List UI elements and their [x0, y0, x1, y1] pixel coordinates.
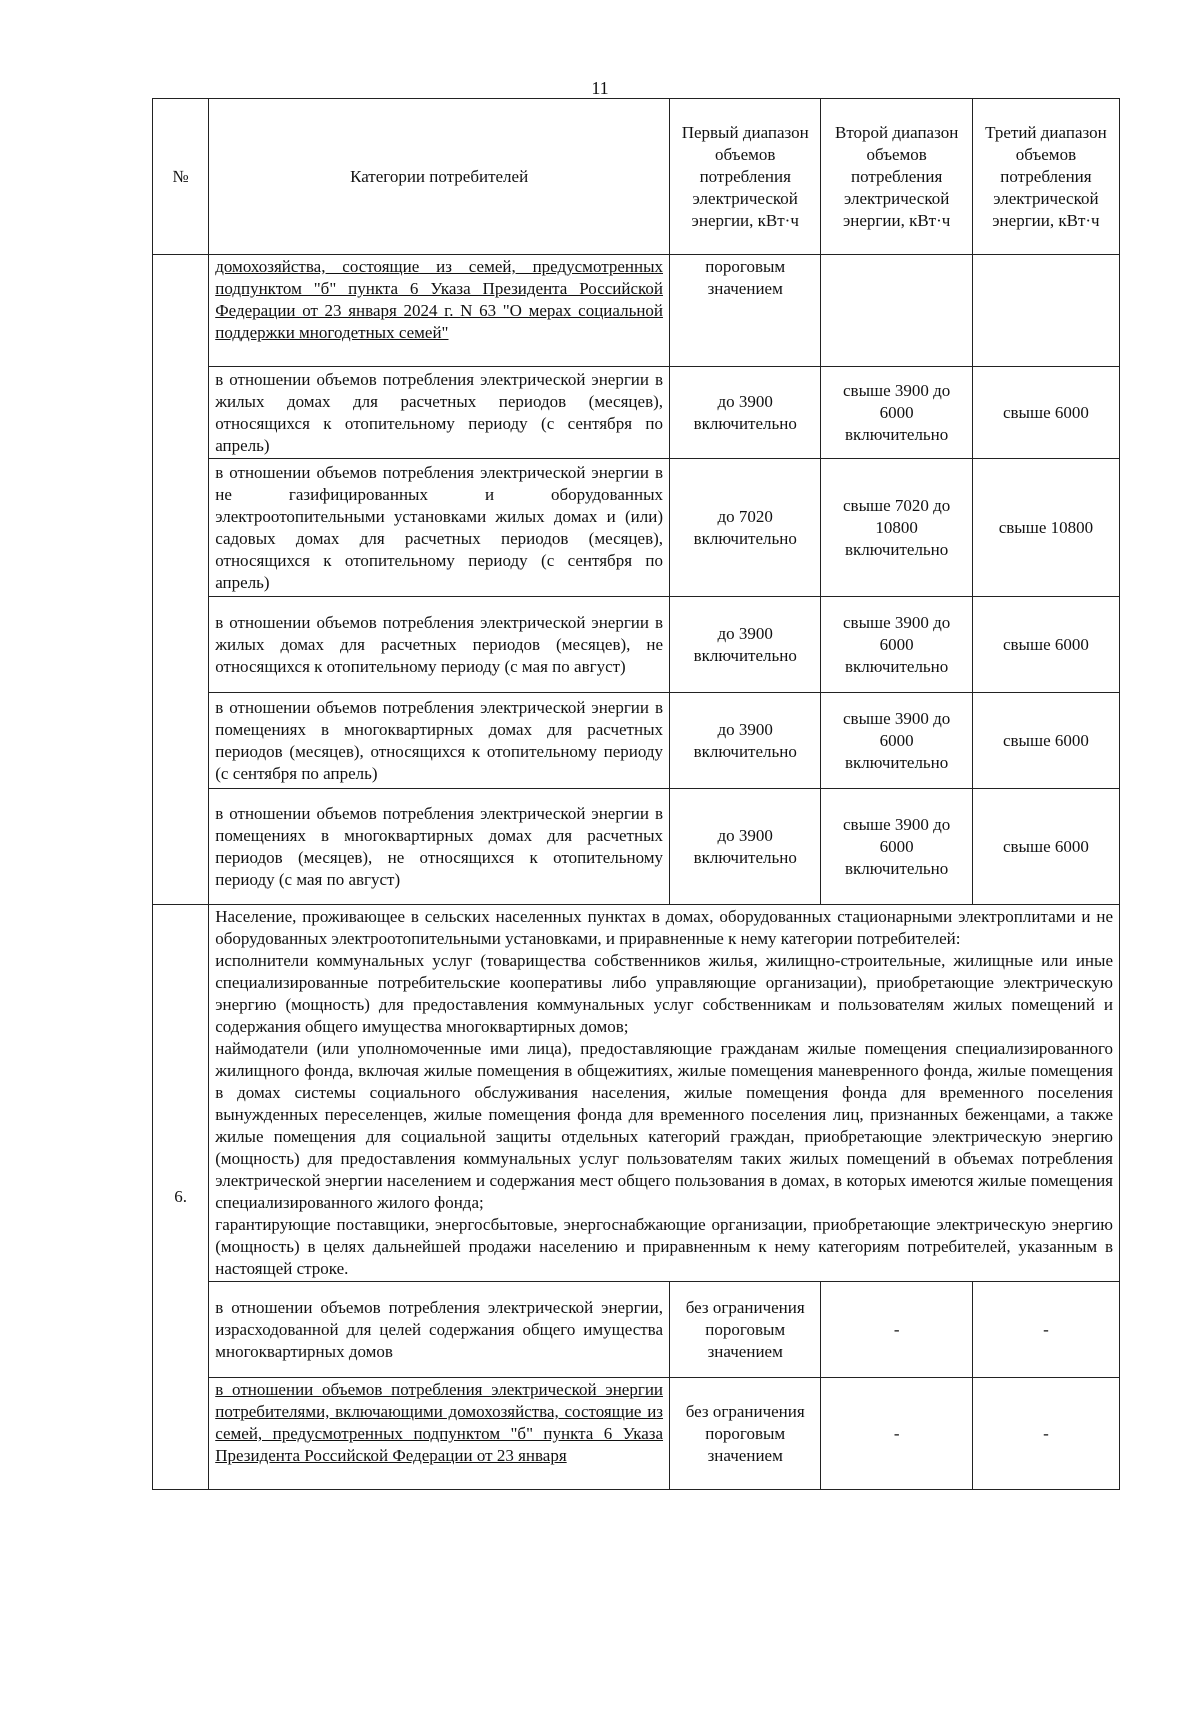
row-category: в отношении объемов потребления электрической энергии в не газифицированных и оборудованных электроотопительными установками жилых домах и (или) садовых домах для расчетных периодов (месяцев), относящихся к отопительному периоду (с сентября по апрель): [209, 459, 670, 597]
row-third-range: свыше 6000: [972, 597, 1119, 693]
row-second-range: свыше 3900 до 6000 включительно: [821, 367, 972, 459]
row-second-range: свыше 3900 до 6000 включительно: [821, 789, 972, 905]
page-number: 11: [591, 78, 609, 98]
row-third-range: -: [972, 1282, 1119, 1378]
table-row: [153, 1378, 1120, 1490]
header-third-range: Третий диапазон объемов потребления электрической энергии, кВт·ч: [972, 99, 1119, 255]
header-category: Категории потребителей: [209, 99, 670, 255]
row-category: домохозяйства, состоящие из семей, предусмотренных подпунктом "б" пункта 6 Указа Президента Российской Федерации от 23 января 2024 г. N 63 "О мерах социальной поддержки многодетных семей": [209, 255, 670, 367]
section-6-paragraph: исполнители коммунальных услуг (товарищества собственников жилья, жилищно-строительные, жилищные или иные специализированные потребительские кооперативы либо управляющие организации), приобретающие электрическую энергию (мощность) для предоставления коммунальных услуг собственникам и пользователям жилых помещений и содержания общего имущества многоквартирных домов;: [215, 951, 1113, 1036]
row-second-range: свыше 3900 до 6000 включительно: [821, 597, 972, 693]
row-second-range: -: [821, 1378, 972, 1490]
row-first-range: до 3900 включительно: [670, 789, 821, 905]
row-first-range: до 3900 включительно: [670, 597, 821, 693]
row-category: в отношении объемов потребления электрической энергии в помещениях в многоквартирных домах для расчетных периодов (месяцев), не относящихся к отопительному периоду (с мая по август): [209, 789, 670, 905]
section-6-description: [209, 905, 1120, 1282]
header-second-range: Второй диапазон объемов потребления электрической энергии, кВт·ч: [821, 99, 972, 255]
row-first-range: пороговым значением: [670, 255, 821, 367]
row-second-range: [821, 255, 972, 367]
section-6-num: 6.: [153, 905, 209, 1490]
row-second-range: свыше 7020 до 10800 включительно: [821, 459, 972, 597]
row-category: в отношении объемов потребления электрической энергии в жилых домах для расчетных периодов (месяцев), относящихся к отопительному периоду (с сентября по апрель): [209, 367, 670, 459]
row-first-range: до 3900 включительно: [670, 367, 821, 459]
row-first-range: до 3900 включительно: [670, 693, 821, 789]
row-third-range: свыше 6000: [972, 789, 1119, 905]
row-category: в отношении объемов потребления электрической энергии в жилых домах для расчетных периодов (месяцев), не относящихся к отопительному периоду (с мая по август): [209, 597, 670, 693]
table-row: [153, 459, 1120, 597]
row-second-range: свыше 3900 до 6000 включительно: [821, 693, 972, 789]
row-category: в отношении объемов потребления электрической энергии, израсходованной для целей содержания общего имущества многоквартирных домов: [209, 1282, 670, 1378]
row-first-range: до 7020 включительно: [670, 459, 821, 597]
row-third-range: -: [972, 1378, 1119, 1490]
table-row: [153, 789, 1120, 905]
tariff-table: [152, 98, 1120, 1490]
table-header-row: [153, 99, 1120, 255]
section-6-paragraph: наймодатели (или уполномоченные ими лица), предоставляющие гражданам жилые помещения специализированного жилищного фонда, включая жилые помещения в общежитиях, жилые помещения маневренного фонда, жилые помещения в домах системы социального обслуживания населения, жилые помещения фонда для временного поселения вынужденных переселенцев, жилые помещения фонда для временного поселения лиц, признанных беженцами, а также жилые помещения для социальной защиты отдельных категорий граждан, приобретающие электрическую энергию (мощность) для предоставления коммунальных услуг пользователям таких жилых помещений в объемах потребления электрической энергии населением и содержания мест общего пользования в домах, в которых имеются жилые помещения специализированного жилого фонда;: [215, 1039, 1113, 1212]
row-first-range: без ограничения пороговым значением: [670, 1378, 821, 1490]
row-category: в отношении объемов потребления электрической энергии в помещениях в многоквартирных домах для расчетных периодов (месяцев), относящихся к отопительному периоду (с сентября по апрель): [209, 693, 670, 789]
table-row: [153, 255, 1120, 367]
row-category: в отношении объемов потребления электрической энергии потребителями, включающими домохозяйства, состоящие из семей, предусмотренных подпунктом "б" пункта 6 Указа Президента Российской Федерации от 23 января: [209, 1378, 670, 1490]
row-second-range: -: [821, 1282, 972, 1378]
section-6-intro-row: [153, 905, 1120, 1282]
table-row: [153, 1282, 1120, 1378]
row-third-range: [972, 255, 1119, 367]
row-third-range: свыше 10800: [972, 459, 1119, 597]
section-6-paragraph: Население, проживающее в сельских населенных пунктах в домах, оборудованных стационарными электроплитами и не оборудованных электроотопительными установками, и приравненные к нему категории потребителей:: [215, 907, 1113, 948]
row-first-range: без ограничения пороговым значением: [670, 1282, 821, 1378]
row-third-range: свыше 6000: [972, 693, 1119, 789]
table-row: [153, 597, 1120, 693]
header-num: №: [153, 99, 209, 255]
table-row: [153, 693, 1120, 789]
row-num-empty: [153, 255, 209, 905]
row-third-range: свыше 6000: [972, 367, 1119, 459]
header-first-range: Первый диапазон объемов потребления электрической энергии, кВт·ч: [670, 99, 821, 255]
table-row: [153, 367, 1120, 459]
section-6-paragraph: гарантирующие поставщики, энергосбытовые, энергоснабжающие организации, приобретающие электрическую энергию (мощность) в целях дальнейшей продажи населению и приравненным к нему категориям потребителей, указанным в настоящей строке.: [215, 1215, 1113, 1278]
